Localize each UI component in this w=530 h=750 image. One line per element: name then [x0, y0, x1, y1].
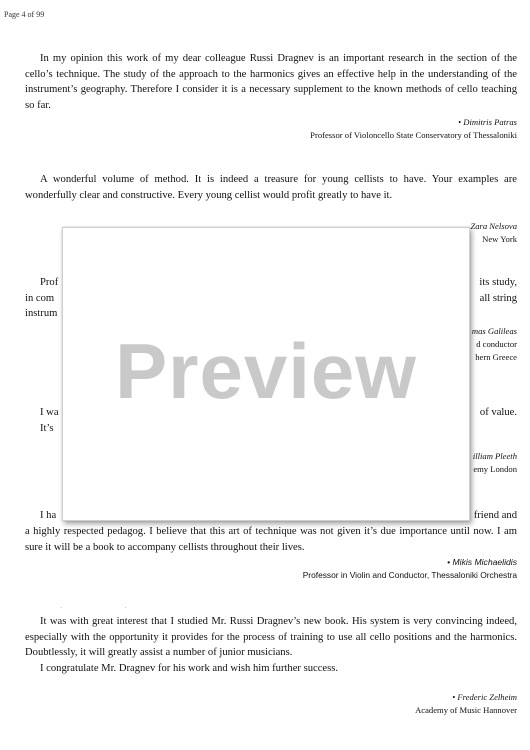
testimonial-patras-signature — [310, 116, 517, 142]
testimonial-patras-text: In my opinion this work of my dear colleague Russi Dragnev is an important research in the section of the cello’s technique. The study of the approach to the harmonics gives an effective help in the understanding of the instrument’s geography. Therefore I consider it is a necessary supplement to the known methods of cello teaching so far. — [25, 53, 517, 111]
signature-name: mas Galileas — [471, 326, 517, 336]
testimonial-galileas-line2-end: all string — [479, 293, 517, 304]
signature-name: illiam Pleeth — [472, 451, 517, 461]
testimonial-michaelidis-line1-start: I ha — [40, 510, 57, 521]
signature-affiliation: New York — [482, 234, 517, 244]
testimonial-zelheim-text-2: I congratulate Mr. Dragnev for his work and wish him further success. — [40, 663, 339, 674]
testimonial-pleeth-signature — [473, 450, 517, 476]
testimonial-zelheim-text: It was with great interest that I studied Mr. Russi Dragnev’s new book. His system is very convincing indeed, especially with the opportunity it provides for the process of training to use all cello positions and the harmonics. Doubtlessly, it will greatly assist a number of junior musicians. — [25, 616, 517, 659]
testimonial-galileas-signature — [472, 325, 517, 364]
testimonial-zelheim-signature — [415, 691, 517, 717]
testimonial-nelsova-text: A wonderful volume of method. It is indeed a treasure for young cellists to have. Your examples are wonderfully clear and constructive. Every young cellist would profit greatly to have it. — [25, 174, 517, 201]
testimonial-nelsova-signature — [470, 220, 517, 246]
testimonial-pleeth-line2-start: It’s — [40, 423, 54, 434]
preview-overlay — [62, 227, 470, 521]
testimonial-galileas-line3-start: instrum — [25, 308, 58, 319]
testimonial-galileas-line1-start: Prof — [40, 277, 59, 288]
signature-name: • Mikis Michaelidis — [447, 557, 517, 567]
signature-affiliation: hern Greece — [475, 352, 517, 362]
signature-name: Zara Nelsova — [470, 221, 517, 231]
testimonial-pleeth-line1-start: I wa — [40, 407, 59, 418]
signature-affiliation: emy London — [473, 464, 517, 474]
testimonial-michaelidis-text: a highly respected pedagog. I believe that this art of technique was not given it’s due importance until now. I am sure it will be a book to accompany cellists throughout their lives. — [25, 526, 517, 553]
signature-name: • Dimitris Patras — [458, 117, 517, 127]
signature-affiliation: Professor in Violin and Conductor, Thessaloniki Orchestra — [302, 570, 517, 580]
signature-affiliation: Professor of Violoncello State Conservatory of Thessaloniki — [310, 130, 517, 140]
testimonial-michaelidis-signature — [303, 556, 517, 582]
testimonial-pleeth-line1-end: of value. — [479, 407, 517, 418]
signature-affiliation: d conductor — [476, 339, 517, 349]
testimonial-galileas-line2-start: in com — [25, 293, 55, 304]
testimonial-galileas-line1-end: its study, — [479, 277, 517, 288]
page-counter: Page 4 of 99 — [4, 10, 45, 19]
signature-name: • Frederic Zelheim — [452, 692, 517, 702]
signature-affiliation: Academy of Music Hannover — [415, 705, 517, 715]
preview-watermark: Preview — [115, 326, 417, 415]
scan-specks: · · — [60, 604, 157, 612]
testimonial-michaelidis-line1-end: friend and — [473, 510, 517, 521]
